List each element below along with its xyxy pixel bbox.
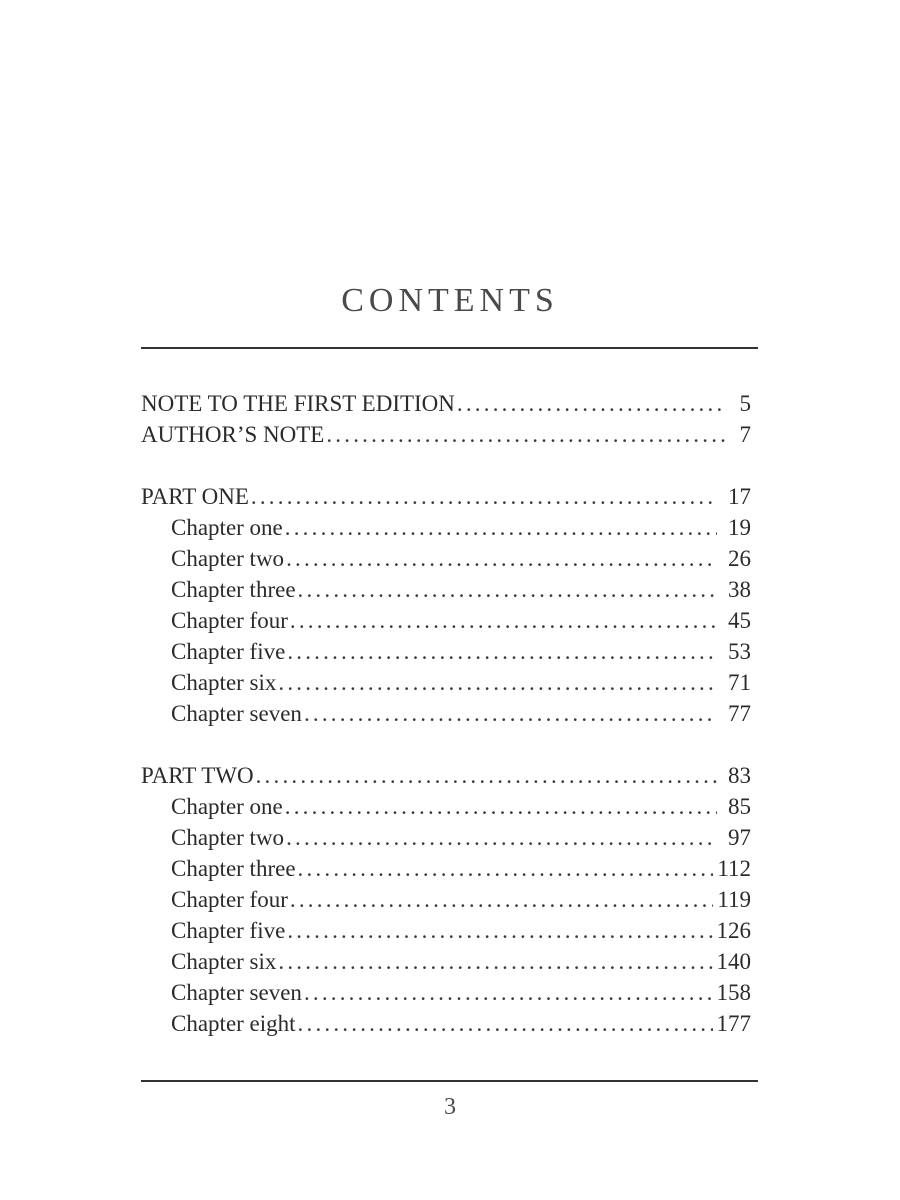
toc-entry-note-first-edition[interactable] [141, 388, 751, 419]
toc-entry-page: 26 [728, 546, 751, 571]
dot-leader [290, 605, 717, 636]
toc-entry-label: Chapter five [171, 639, 286, 664]
dot-leader [286, 543, 717, 574]
dot-leader [287, 915, 712, 946]
toc-entry-page: 5 [739, 391, 751, 416]
toc-entry-label: Chapter three [171, 856, 296, 881]
toc-entry-label: Chapter one [171, 515, 283, 540]
toc-entry-label: Chapter six [171, 949, 277, 974]
toc-entry-part-one[interactable] [141, 481, 751, 512]
toc-entry-page: 19 [728, 515, 751, 540]
page-number: 3 [444, 1094, 456, 1120]
toc-entry-page: 53 [728, 639, 751, 664]
toc-entry-label: Chapter five [171, 918, 286, 943]
toc-entry-label: Chapter eight [171, 1011, 296, 1036]
section-spacer [141, 729, 751, 760]
toc-entry-page: 119 [717, 887, 751, 912]
toc-entry-label: Chapter seven [171, 980, 302, 1005]
toc-entry-page: 112 [717, 856, 751, 881]
toc-entry-part-two[interactable] [141, 760, 751, 791]
dot-leader [457, 388, 727, 419]
dot-leader [298, 1008, 713, 1039]
toc-entry-label: Chapter four [171, 887, 288, 912]
toc-entry-chapter[interactable] [141, 667, 751, 698]
toc-entry-chapter[interactable] [141, 543, 751, 574]
toc-entry-page: 17 [728, 484, 751, 509]
bottom-divider [141, 1080, 758, 1082]
toc-entry-label: Chapter six [171, 670, 277, 695]
toc-entry-page: 126 [716, 918, 751, 943]
dot-leader [285, 791, 717, 822]
toc-entry-page: 85 [728, 794, 751, 819]
toc-entry-chapter[interactable] [141, 915, 751, 946]
dot-leader [298, 574, 717, 605]
toc-entry-chapter[interactable] [141, 946, 751, 977]
table-of-contents [141, 388, 751, 1039]
toc-entry-page: 45 [728, 608, 751, 633]
toc-entry-page: 83 [728, 763, 751, 788]
dot-leader [256, 760, 717, 791]
dot-leader [304, 698, 717, 729]
top-divider [141, 347, 758, 349]
toc-entry-chapter[interactable] [141, 791, 751, 822]
toc-entry-authors-note[interactable] [141, 419, 751, 450]
toc-entry-page: 71 [728, 670, 751, 695]
toc-entry-label: Chapter three [171, 577, 296, 602]
toc-entry-label: Chapter two [171, 546, 285, 571]
dot-leader [287, 636, 717, 667]
toc-entry-chapter[interactable] [141, 822, 751, 853]
toc-entry-label: Chapter two [171, 825, 285, 850]
toc-entry-label: PART ONE [141, 484, 249, 509]
dot-leader [285, 512, 717, 543]
toc-entry-chapter[interactable] [141, 512, 751, 543]
toc-entry-page: 140 [716, 949, 751, 974]
toc-entry-chapter[interactable] [141, 884, 751, 915]
dot-leader [286, 822, 717, 853]
toc-entry-page: 158 [716, 980, 751, 1005]
toc-entry-page: 177 [716, 1011, 751, 1036]
dot-leader [290, 884, 713, 915]
toc-entry-page: 97 [728, 825, 751, 850]
toc-entry-label: PART TWO [141, 763, 254, 788]
toc-entry-chapter[interactable] [141, 1008, 751, 1039]
toc-entry-chapter[interactable] [141, 853, 751, 884]
dot-leader [278, 946, 712, 977]
toc-entry-chapter[interactable] [141, 605, 751, 636]
toc-entry-label: Chapter seven [171, 701, 302, 726]
dot-leader [278, 667, 717, 698]
toc-entry-chapter[interactable] [141, 574, 751, 605]
page-title: CONTENTS [341, 282, 559, 319]
dot-leader [326, 419, 727, 450]
toc-entry-chapter[interactable] [141, 636, 751, 667]
dot-leader [298, 853, 714, 884]
dot-leader [251, 481, 717, 512]
toc-entry-page: 38 [728, 577, 751, 602]
toc-entry-label: Chapter four [171, 608, 288, 633]
toc-entry-label: NOTE TO THE FIRST EDITION [141, 391, 455, 416]
section-spacer [141, 450, 751, 481]
toc-entry-page: 77 [728, 701, 751, 726]
toc-entry-label: Chapter one [171, 794, 283, 819]
dot-leader [304, 977, 713, 1008]
toc-entry-page: 7 [739, 422, 751, 447]
toc-entry-label: AUTHOR’S NOTE [141, 422, 325, 447]
toc-entry-chapter[interactable] [141, 698, 751, 729]
toc-entry-chapter[interactable] [141, 977, 751, 1008]
